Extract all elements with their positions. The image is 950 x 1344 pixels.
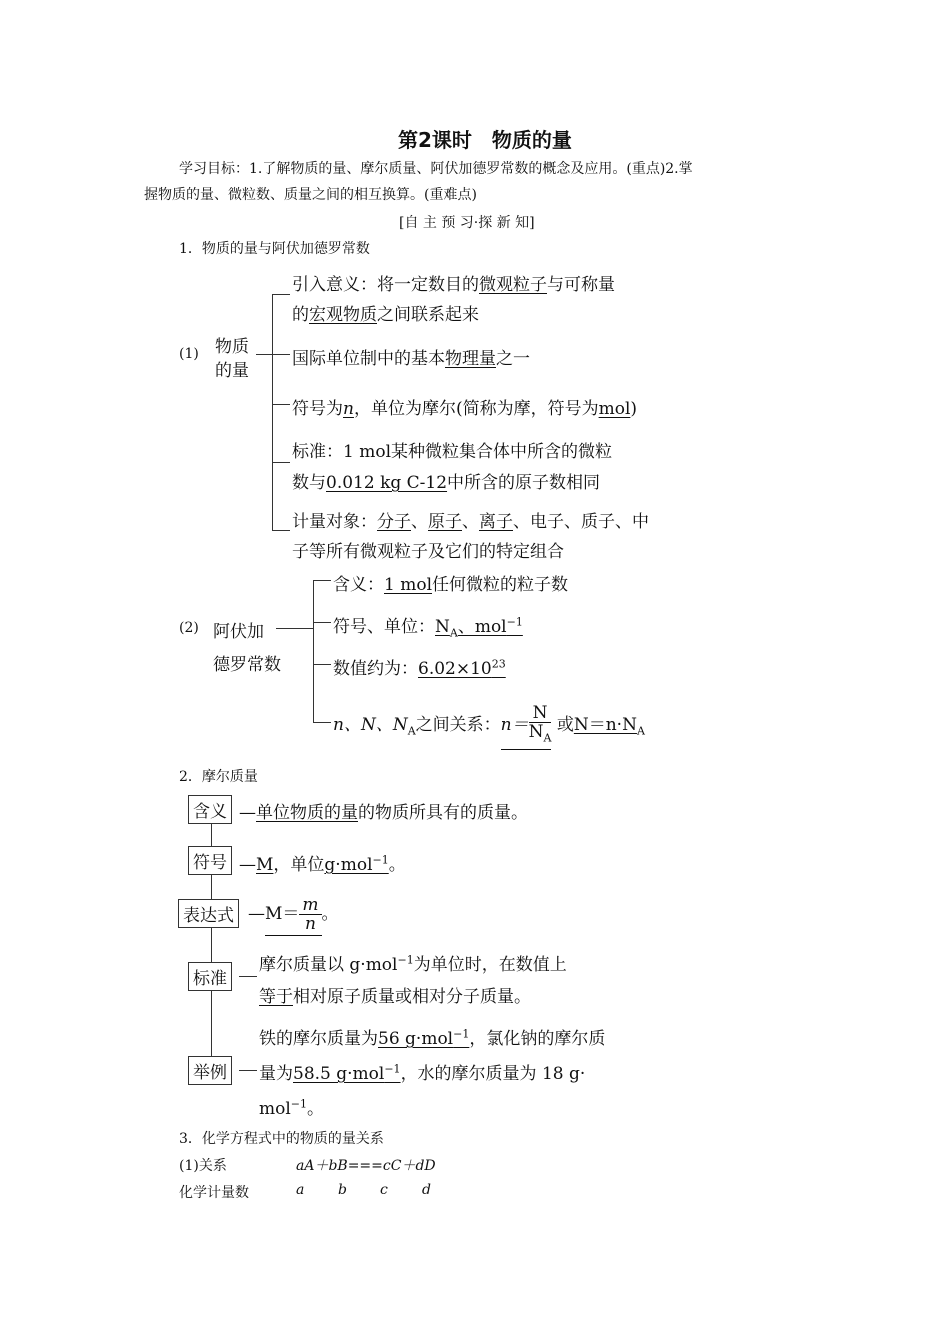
bracket-stem-2 — [276, 628, 314, 629]
objectives-line-2: 握物质的量、微粒数、质量之间的相互换算。(重难点) — [144, 187, 477, 203]
box-symbol: 符号 — [188, 846, 232, 875]
chemical-equation: aA＋bB===cC＋dD — [296, 1158, 436, 1174]
coefficient-b: b — [338, 1182, 347, 1198]
section-banner: [自 主 预 习·探 新 知] — [399, 215, 535, 231]
page-title: 第2课时 物质的量 — [398, 128, 572, 152]
counting-objects-line-2: 子等所有微观粒子及它们的特定组合 — [292, 542, 564, 562]
part-1-label-a: 物质 — [215, 337, 249, 357]
avogadro-relation: n、N、$N_A$之间关系：n＝ $\frac{N}{N_A}$ 或$N=n\cdot N_A$ — [333, 704, 645, 750]
coefficient-c: c — [380, 1182, 388, 1198]
standard-dash — [239, 976, 257, 977]
molar-mass-standard-line-1: 摩尔质量以 g·mol$^{-1}$为单位时，在数值上 — [259, 953, 567, 975]
coefficient-d: d — [422, 1182, 431, 1198]
bracket-tick-1c — [272, 404, 290, 405]
meaning-line-2: 的宏观物质之间联系起来 — [292, 305, 479, 325]
bracket-spine-2 — [313, 580, 314, 723]
part-1-number: (1) — [179, 346, 199, 362]
molar-mass-example-line-3: mol$^{-1}$。 — [259, 1097, 325, 1119]
section-1-heading: 1．物质的量与阿伏加德罗常数 — [179, 241, 370, 257]
coefficient-a: a — [296, 1182, 305, 1198]
section-3-heading: 3．化学方程式中的物质的量关系 — [179, 1131, 384, 1147]
si-quantity-line: 国际单位制中的基本物理量之一 — [292, 349, 530, 369]
standard-line-2: 数与0.012 kg C-12中所含的原子数相同 — [292, 473, 601, 493]
meaning-line-1: 引入意义：将一定数目的微观粒子与可称量 — [292, 275, 615, 295]
objectives-line-1: 学习目标：1.了解物质的量、摩尔质量、阿伏加德罗常数的概念及应用。(重点)2.掌 — [179, 161, 693, 177]
bracket-tick-1e — [272, 530, 290, 531]
avogadro-symbol-unit: 符号、单位：$N_A$、mol$^{-1}$ — [333, 615, 523, 640]
part-1-label-b: 的量 — [215, 361, 249, 381]
molar-mass-symbol: —M，单位g·mol$^{-1}$。 — [239, 853, 406, 875]
part-2-label-a: 阿伏加 — [213, 622, 264, 642]
box-standard: 标准 — [188, 962, 232, 991]
part-2-number: (2) — [179, 620, 199, 636]
box-example: 举例 — [188, 1056, 232, 1085]
molar-mass-expression: —M＝ $\frac{m}{n}$ 。 — [248, 895, 339, 934]
molar-mass-standard-line-2: 等于相对原子质量或相对分子质量。 — [259, 987, 531, 1007]
bracket-tick-1a — [272, 294, 290, 295]
standard-line-1: 标准：1 mol某种微粒集合体中所含的微粒 — [292, 442, 613, 462]
box-expression: 表达式 — [178, 899, 239, 928]
relation-label: (1)关系 — [179, 1158, 227, 1174]
bracket-tick-1d — [272, 462, 290, 463]
bracket-spine-1 — [272, 294, 273, 530]
bracket-tick-2c — [313, 664, 331, 665]
counting-objects-line-1: 计量对象：分子、原子、离子、电子、质子、中 — [292, 512, 649, 532]
symbol-unit-line: 符号为n，单位为摩尔(简称为摩，符号为mol) — [292, 399, 638, 419]
bracket-tick-1b — [272, 354, 290, 355]
part-2-label-b: 德罗常数 — [213, 655, 281, 675]
box-meaning: 含义 — [188, 795, 232, 824]
bracket-tick-2a — [313, 580, 331, 581]
molar-mass-example-line-1: 铁的摩尔质量为56 g·mol$^{-1}$，氯化钠的摩尔质 — [259, 1027, 606, 1049]
bracket-tick-2d — [313, 722, 331, 723]
bracket-stem-1 — [256, 354, 273, 355]
molar-mass-meaning: —单位物质的量的物质所具有的质量。 — [239, 803, 528, 823]
stoichiometric-label: 化学计量数 — [179, 1185, 249, 1201]
avogadro-meaning: 含义：1 mol任何微粒的粒子数 — [333, 575, 569, 595]
molar-mass-example-line-2: 量为58.5 g·mol$^{-1}$，水的摩尔质量为 18 g· — [259, 1062, 586, 1084]
avogadro-value: 数值约为：$6.02\times 10^{23}$ — [333, 657, 506, 679]
example-dash — [239, 1070, 257, 1071]
section-2-heading: 2．摩尔质量 — [179, 769, 258, 785]
bracket-tick-2b — [313, 622, 331, 623]
